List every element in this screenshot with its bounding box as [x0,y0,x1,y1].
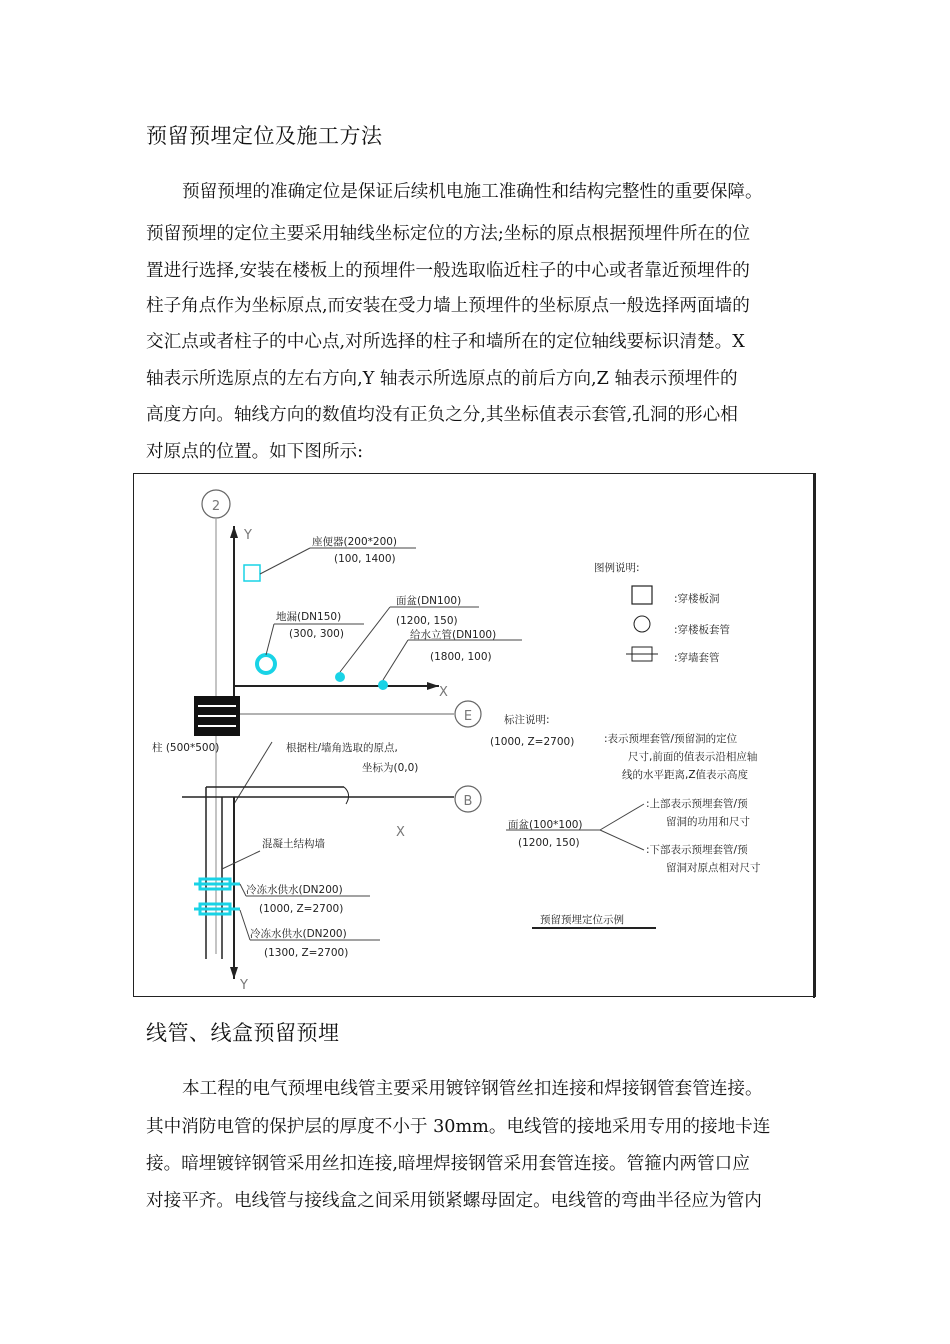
column-label: 柱 (500*500) [152,742,220,754]
axis-E-label: E [463,709,473,724]
floor-drain-icon [257,655,275,673]
paragraph-line: 高度方向。轴线方向的数值均没有正负之分,其坐标值表示套管,孔洞的形心相 [146,405,738,425]
paragraph-line: 本工程的电气预埋电线管主要采用镀锌钢管丝扣连接和焊接钢管套管连接。 [182,1079,763,1099]
y-arrow-up [230,526,238,538]
chw-supply-2-coord: (1300, Z=2700) [264,947,349,959]
legend-sleeve-icon [634,616,650,632]
note-title: 标注说明: [504,714,550,726]
paragraph-line: 预留预埋的定位主要采用轴线坐标定位的方法;坐标的原点根据预埋件所在的位 [146,224,751,244]
origin-note-2: 坐标为(0,0) [362,762,419,774]
chw-supply-1-coord: (1000, Z=2700) [259,903,344,915]
figure-caption: 预留预埋定位示例 [540,914,624,926]
paragraph-line: 置进行选择,安装在楼板上的预埋件一般选取临近柱子的中心或者靠近预埋件的 [146,261,750,281]
chw-supply-1-label: 冷冻水供水(DN200) [246,884,343,896]
legend-title: 图例说明: [594,562,640,574]
y-arrow-down [230,967,238,979]
origin-leader [234,742,272,804]
riser-coord: (1800, 100) [430,651,492,663]
origin-note-1: 根据柱/墙角选取的原点, [286,742,398,754]
paragraph-line: 预留预埋的准确定位是保证后续机电施工准确性和结构完整性的重要保障。 [182,182,763,202]
section1-title: 预留预埋定位及施工方法 [146,124,383,148]
lower-note-2: 留洞对原点相对尺寸 [666,862,761,874]
toilet-coord: (100, 1400) [334,553,396,565]
x-arrow-upper [427,682,439,690]
toilet-label: 座便器(200*200) [312,536,398,548]
paragraph-line: 对接平齐。电线管与接线盒之间采用锁紧螺母固定。电线管的弯曲半径应为管内 [146,1191,762,1211]
basin2-label: 面盆(100*100) [508,819,583,831]
paragraph-line: 交汇点或者柱子的中心点,对所选择的柱子和墙所在的定位轴线要标识清楚。X [146,332,745,352]
legend-item-hole: :穿楼板洞 [674,593,720,605]
toilet-hole-icon [244,565,260,581]
axis-B-label: B [463,794,473,809]
y-axis-label-bottom: Y [240,978,248,993]
paragraph-line: 对原点的位置。如下图所示: [146,442,364,462]
legend-hole-icon [632,586,652,604]
paragraph-line: 柱子角点作为坐标原点,而安装在受力墙上预埋件的坐标原点一般选择两面墙的 [146,296,750,316]
upper-note-1: :上部表示预埋套管/预 [646,798,748,810]
wall-label: 混凝土结构墙 [262,838,325,850]
note-line-1: :表示预埋套管/预留洞的定位 [604,733,738,745]
basin2-coord: (1200, 150) [518,837,580,849]
paragraph-line: 其中消防电管的保护层的厚度不小于 30mm。电线管的接地采用专用的接地卡连 [146,1117,771,1137]
paragraph-line: 接。暗埋镀锌钢管采用丝扣连接,暗埋焊接钢管采用套管连接。管箍内两管口应 [146,1154,750,1174]
basin-label: 面盆(DN100) [396,595,462,607]
note-line-3: 线的水平距离,Z值表示高度 [622,769,749,781]
axis-2-label: 2 [211,499,221,514]
chw-supply-2-label: 冷冻水供水(DN200) [250,928,347,940]
positioning-diagram [133,473,816,997]
legend-item-wall-sleeve: :穿墙套管 [674,652,720,664]
paragraph-line: 轴表示所选原点的左右方向,Y 轴表示所选原点的前后方向,Z 轴表示预埋件的 [146,369,738,389]
y-axis-label-top: Y [244,528,252,543]
note-coord: (1000, Z=2700) [490,736,575,748]
floor-drain-coord: (300, 300) [289,628,344,640]
floor-drain-label: 地漏(DN150) [276,611,342,623]
note-line-2: 尺寸,前面的值表示沿相应轴 [628,751,758,763]
legend-item-sleeve: :穿楼板套管 [674,624,731,636]
section2-title: 线管、线盒预留预埋 [146,1021,340,1045]
lower-note-1: :下部表示预埋套管/预 [646,844,748,856]
upper-note-2: 留洞的功用和尺寸 [666,816,750,828]
x-axis-label-lower: X [396,825,405,840]
x-axis-label-upper: X [439,685,448,700]
diagram-svg [134,474,817,998]
riser-sleeve-icon [378,680,388,690]
basin-sleeve-icon [335,672,345,682]
riser-label: 给水立管(DN100) [410,629,497,641]
basin-coord: (1200, 150) [396,615,458,627]
